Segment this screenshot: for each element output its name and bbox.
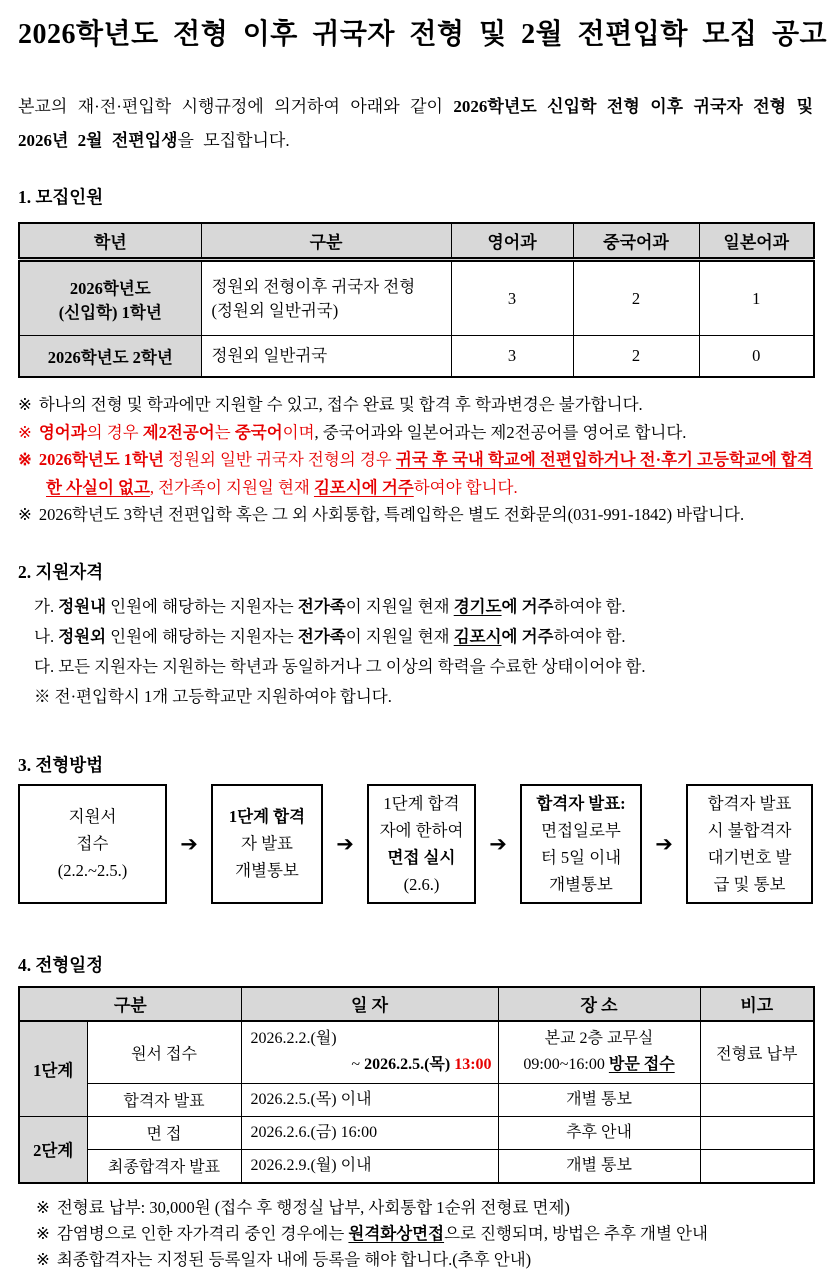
flow-box-stage1-announce (211, 784, 323, 904)
header-cell-category: 구분 (201, 223, 451, 260)
flow-line: 1단계 합격 (383, 793, 460, 813)
flow-line: 지원서 (68, 807, 117, 826)
table-row (19, 336, 814, 378)
eligibility-note: ※ 전·편입학시 1개 고등학교만 지원하여야 합니다. (34, 686, 392, 706)
stage-cell-1: 1단계 (19, 1021, 87, 1117)
flow-line: 1단계 합격 (228, 807, 306, 826)
seg-underlined: 경기도 (453, 596, 502, 616)
flow-box-waitlist (686, 784, 813, 904)
flow-line: 급 및 통보 (713, 874, 786, 894)
place-cell: 개별 통보 (498, 1149, 700, 1183)
seg: 에 거주 (501, 596, 554, 616)
remark-cell (700, 1116, 814, 1149)
table-row (19, 260, 814, 336)
flow-line: 개별통보 (549, 874, 613, 894)
note-3-seg: 2026학년도 1학년 (38, 450, 164, 469)
schedule-note-2 (36, 1221, 813, 1247)
note-4 (18, 501, 813, 529)
schedule-note-1 (36, 1195, 813, 1221)
schedule-table (18, 986, 815, 1184)
chinese-count-2: 2 (573, 336, 699, 378)
seg: 정원내 (58, 596, 107, 616)
seg: 에 거주 (501, 626, 554, 646)
flow-line: 면접일로부 (541, 820, 621, 840)
step-name-cell: 원서 접수 (87, 1021, 241, 1084)
japanese-count-1: 1 (699, 260, 814, 336)
arrow-right-icon: ➔ (655, 831, 673, 856)
category-line-2: (정원외 일반귀국) (211, 300, 339, 320)
seg: ~ (351, 1056, 365, 1073)
seg: 정원외 (58, 626, 107, 646)
intro-bold: 2026학년도 신입학 전형 이후 귀국자 전형 및 2026년 2월 전편입생 (18, 97, 813, 150)
header-cell-japanese: 일본어과 (699, 223, 814, 260)
schedule-note-3-text: 최종합격자는 지정된 등록일자 내에 등록을 해야 합니다.(추후 안내) (56, 1249, 532, 1269)
stage-cell-2: 2단계 (19, 1116, 87, 1183)
date-cell: 2026.2.5.(목) 이내 (241, 1083, 498, 1116)
flow-box-final-announce (520, 784, 642, 904)
remote-interview-label: 원격화상면접 (348, 1223, 445, 1243)
remark-cell: 전형료 납부 (700, 1021, 814, 1084)
remark-cell (700, 1149, 814, 1183)
header-cell-remark: 비고 (700, 987, 814, 1021)
date-cell: 2026.2.9.(월) 이내 (241, 1149, 498, 1183)
flow-line: 대기번호 발 (707, 847, 792, 867)
flow-line: 자 발표 (241, 834, 293, 853)
header-cell-place: 장 소 (498, 987, 700, 1021)
arrow-right-icon: ➔ (180, 831, 198, 856)
note-1-text: 하나의 전형 및 학과에만 지원할 수 있고, 접수 완료 및 합격 후 학과변경은 불가합니다. (38, 395, 643, 414)
place-line-1: 본교 2층 교무실 (544, 1030, 654, 1047)
schedule-header-row (19, 987, 814, 1021)
recruit-table-header-row (19, 223, 814, 260)
note-2-seg: 영어과 (38, 422, 87, 442)
eligibility-item-da: 다. 모든 지원자는 지원하는 학년과 동일하거나 그 이상의 학력을 수료한 상태이어야 함. (34, 656, 646, 676)
header-cell-grade: 학년 (19, 223, 201, 260)
date-cell (241, 1021, 498, 1084)
place-line-2 (500, 1052, 699, 1078)
intro-text-1: 본교의 재·전·편입학 시행규정에 의거하여 아래와 같이 (18, 97, 454, 116)
schedule-notes (18, 1195, 813, 1273)
seg: 인원에 해당하는 지원자는 (106, 596, 298, 616)
schedule-note-3 (36, 1247, 813, 1273)
note-marker: ※ (18, 450, 32, 469)
seg: 인원에 해당하는 지원자는 (106, 626, 298, 646)
seg: 나. (34, 626, 59, 646)
note-3-seg: 정원외 일반 귀국자 전형의 경우 (163, 450, 396, 469)
seg: 09:00~16:00 (523, 1056, 609, 1073)
note-marker: ※ (36, 1197, 50, 1217)
visit-apply-label: 방문 접수 (608, 1056, 675, 1073)
note-2-seg: 는 (214, 422, 235, 442)
note-3-underlined: 김포시에 거주 (313, 477, 414, 497)
note-2-seg: 의 경우 (86, 422, 143, 442)
note-3 (18, 446, 813, 501)
flow-line: 자에 한하여 (379, 820, 464, 840)
note-marker: ※ (36, 1249, 50, 1269)
intro-text-2: 을 모집합니다. (177, 131, 290, 150)
note-2-seg: , 중국어과와 일본어과는 제2전공어를 영어로 합니다. (314, 422, 687, 442)
table-row (19, 1083, 814, 1116)
seg: 감염병으로 인한 자가격리 중인 경우에는 (56, 1223, 349, 1243)
flow-line: 합격자 발표 (707, 793, 792, 813)
flow-line: 접수 (76, 834, 109, 853)
place-cell (498, 1021, 700, 1084)
note-2-seg: 중국어 (234, 422, 283, 442)
english-count-2: 3 (451, 336, 573, 378)
note-marker: ※ (18, 395, 32, 414)
table-row (19, 1021, 814, 1084)
category-line-1: 정원외 전형이후 귀국자 전형 (211, 276, 416, 296)
seg: 하여야 함. (553, 596, 626, 616)
intro-paragraph (18, 90, 813, 158)
section3-heading: 3. 전형방법 (18, 754, 104, 775)
note-1 (18, 391, 813, 419)
date-line-2 (251, 1052, 497, 1078)
note-marker: ※ (18, 505, 32, 524)
step-name-cell: 최종합격자 발표 (87, 1149, 241, 1183)
category-cell-2: 정원외 일반귀국 (201, 336, 451, 378)
deadline-date: 2026.2.5.(목) (364, 1056, 451, 1073)
note-2 (18, 419, 813, 447)
header-cell-english: 영어과 (451, 223, 573, 260)
section1-heading: 1. 모집인원 (18, 187, 104, 207)
flow-box-interview (367, 784, 476, 904)
recruit-table (18, 222, 815, 378)
flow-box-apply (18, 784, 167, 904)
section2-heading: 2. 지원자격 (18, 561, 104, 582)
doc-title: 2026학년도 전형 이후 귀국자 전형 및 2월 전편입학 모집 공고 (18, 19, 828, 50)
chinese-count-1: 2 (573, 260, 699, 336)
arrow-right-icon: ➔ (336, 831, 354, 856)
table-row (19, 1116, 814, 1149)
note-3-seg: 하여야 합니다. (413, 477, 518, 497)
date-cell: 2026.2.6.(금) 16:00 (241, 1116, 498, 1149)
arrow-right-icon: ➔ (489, 831, 507, 856)
category-cell-1 (201, 260, 451, 336)
note-2-seg: 이며 (282, 422, 315, 442)
note-marker: ※ (36, 1223, 50, 1243)
eligibility-item-ga (34, 592, 813, 622)
flow-line: (2.2.~2.5.) (57, 861, 128, 880)
eligibility-item-na (34, 622, 813, 652)
flow-line: 합격자 발표: (536, 793, 626, 813)
flow-line: 터 5일 이내 (540, 847, 622, 867)
seg: 가. (34, 596, 59, 616)
note-4-text: 2026학년도 3학년 전편입학 혹은 그 외 사회통합, 특례입학은 별도 전화문의(031-991-1842) 바랍니다. (38, 505, 745, 524)
flow-line: 개별통보 (235, 861, 299, 880)
step-name-cell: 합격자 발표 (87, 1083, 241, 1116)
place-cell: 개별 통보 (498, 1083, 700, 1116)
deadline-time: 13:00 (454, 1056, 492, 1073)
date-line-1: 2026.2.2.(월) (250, 1030, 337, 1047)
place-cell: 추후 안내 (498, 1116, 700, 1149)
seg: 이 지원일 현재 (345, 596, 454, 616)
schedule-note-1-text: 전형료 납부: 30,000원 (접수 후 행정실 납부, 사회통합 1순위 전형료 면제) (56, 1197, 570, 1217)
note-3-seg: , 전가족이 지원일 현재 (149, 477, 314, 497)
seg: 하여야 함. (553, 626, 626, 646)
header-cell-chinese: 중국어과 (573, 223, 699, 260)
section4-heading: 4. 전형일정 (18, 954, 104, 975)
header-cell-date: 일 자 (241, 987, 498, 1021)
grade-line-2: (신입학) 1학년 (58, 302, 162, 322)
recruit-notes (18, 391, 813, 529)
note-marker: ※ (18, 422, 32, 442)
process-flowchart (18, 784, 813, 904)
eligibility-list (18, 592, 813, 712)
table-row (19, 1149, 814, 1183)
seg-underlined: 김포시 (453, 626, 502, 646)
seg: 이 지원일 현재 (345, 626, 454, 646)
flow-line: 면접 실시 (387, 847, 456, 867)
flow-line: (2.6.) (403, 874, 440, 894)
seg: 전가족 (297, 626, 346, 646)
japanese-count-2: 0 (699, 336, 814, 378)
grade-line-1: 2026학년도 (69, 278, 151, 298)
seg: 전가족 (297, 596, 346, 616)
step-name-cell: 면 접 (87, 1116, 241, 1149)
flow-line: 시 불합격자 (707, 820, 792, 840)
header-cell-category: 구분 (19, 987, 241, 1021)
remark-cell (700, 1083, 814, 1116)
seg: 으로 진행되며, 방법은 추후 개별 안내 (444, 1223, 708, 1243)
english-count-1: 3 (451, 260, 573, 336)
grade-cell-2: 2026학년도 2학년 (19, 336, 201, 378)
note-2-seg: 제2전공어 (142, 422, 215, 442)
grade-cell-1 (19, 260, 201, 336)
note-3-underlined: 귀국 후 국내 학교에 전편입하거나 전·후기 고등학교에 합격한 사실이 없고 (46, 450, 813, 497)
